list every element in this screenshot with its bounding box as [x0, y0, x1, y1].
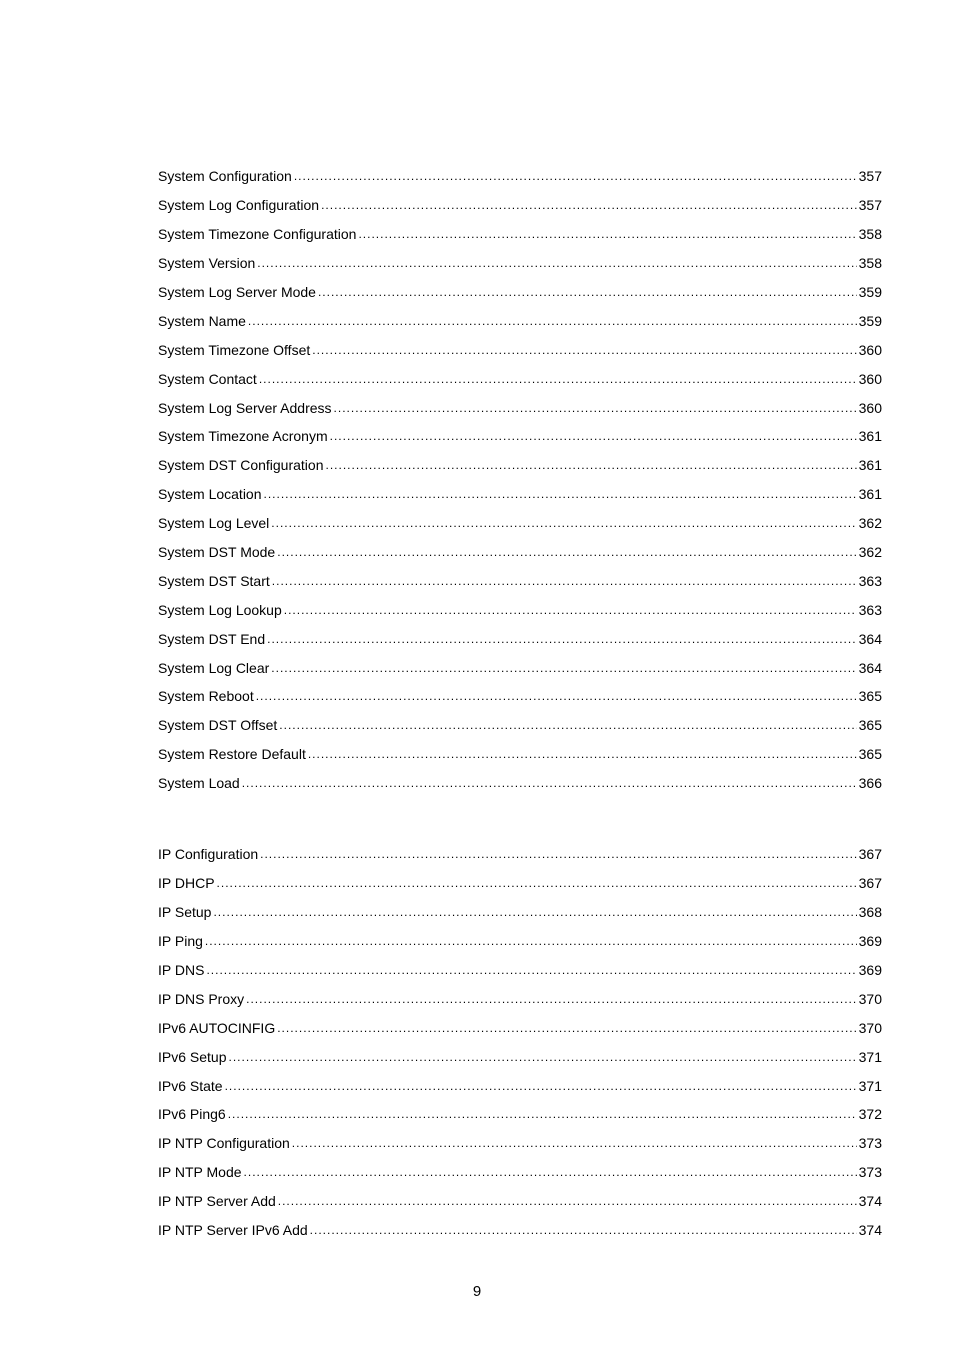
toc-dot-leader [321, 197, 857, 213]
toc-entry-page: 357 [858, 168, 882, 185]
toc-dot-leader [334, 400, 857, 416]
toc-dot-leader [206, 962, 856, 978]
toc-dot-leader [277, 544, 856, 560]
toc-entry-page: 363 [858, 572, 882, 589]
toc-entry-page: 371 [858, 1077, 882, 1094]
toc-entry-title: IPv6 Setup [158, 1048, 227, 1065]
toc-entry-page: 365 [858, 717, 882, 734]
toc-dot-leader [213, 904, 856, 920]
toc-entry[interactable] [158, 364, 882, 393]
toc-entry-title: System Timezone Offset [158, 341, 311, 358]
toc-entry-title: System DST Mode [158, 544, 276, 561]
toc-entry-page: 362 [858, 515, 882, 532]
toc-entry-page: 370 [858, 990, 882, 1007]
toc-dot-leader [260, 846, 857, 862]
toc-entry-title: IP NTP Server IPv6 Add [158, 1222, 308, 1239]
toc-entry-page: 358 [858, 255, 882, 272]
toc-dot-leader [308, 746, 857, 762]
toc-entry-page: 359 [858, 284, 882, 300]
toc-entry[interactable] [158, 740, 882, 769]
toc-entry[interactable] [158, 393, 882, 422]
toc-entry-page: 364 [858, 659, 882, 676]
toc-dot-leader [284, 602, 857, 618]
toc-dot-leader [257, 255, 856, 271]
toc-entry-title: IP DHCP [158, 875, 215, 892]
toc-dot-leader [228, 1106, 857, 1122]
toc-entry[interactable] [158, 220, 882, 249]
toc-entry-title: IP Ping [158, 933, 203, 950]
toc-entry[interactable] [158, 1216, 882, 1245]
toc-entry-title: System DST Offset [158, 717, 278, 734]
toc-entry-title: IP NTP Server Add [158, 1193, 276, 1210]
toc-entry-title: IP DNS Proxy [158, 990, 245, 1007]
toc-entry-page: 359 [858, 312, 882, 329]
toc-entry-page: 362 [858, 544, 882, 561]
toc-entry-title: System Timezone Acronym [158, 428, 328, 445]
toc-entry-page: 365 [858, 688, 882, 705]
toc-entry[interactable] [158, 306, 882, 335]
toc-entry[interactable] [158, 1158, 882, 1187]
toc-dot-leader [217, 875, 857, 891]
toc-entry-title: System Name [158, 312, 246, 329]
toc-entry-page: 364 [858, 630, 882, 647]
toc-section-system [158, 162, 882, 798]
toc-dot-leader [279, 717, 856, 733]
toc-entry-page: 366 [858, 775, 882, 792]
toc-entry-page: 365 [858, 746, 882, 763]
toc-entry-title: System Timezone Configuration [158, 226, 357, 243]
toc-entry[interactable] [158, 624, 882, 653]
toc-dot-leader [256, 688, 857, 704]
toc-dot-leader [325, 457, 856, 473]
toc-entry-title: IPv6 State [158, 1077, 223, 1094]
toc-section-ip [158, 840, 882, 1244]
toc-entry-page: 357 [858, 197, 882, 214]
toc-entry-page: 361 [858, 457, 882, 474]
toc-entry-title: System Log Configuration [158, 197, 320, 214]
toc-entry[interactable] [158, 249, 882, 278]
toc-entry-title: IP DNS [158, 962, 205, 978]
toc-dot-leader [264, 486, 857, 502]
toc-entry-title: System Restore Default [158, 746, 306, 763]
toc-dot-leader [244, 1164, 857, 1180]
toc-entry[interactable] [158, 711, 882, 740]
toc-dot-leader [271, 660, 856, 676]
toc-entry-page: 360 [858, 341, 882, 358]
toc-entry-page: 367 [858, 846, 882, 863]
toc-entry[interactable] [158, 1042, 882, 1071]
toc-entry-title: System Log Lookup [158, 601, 282, 618]
toc-entry-title: IP Setup [158, 904, 212, 921]
toc-entry-page: 360 [858, 370, 882, 387]
toc-entry-page: 368 [858, 904, 882, 921]
toc-entry[interactable] [158, 335, 882, 364]
toc-entry-title: System Log Server Address [158, 399, 332, 416]
toc-entry[interactable] [158, 162, 882, 191]
toc-dot-leader [277, 1020, 856, 1036]
toc-entry-title: System Log Server Mode [158, 284, 316, 300]
toc-entry-title: System Contact [158, 370, 257, 387]
toc-dot-leader [246, 991, 857, 1007]
toc-dot-leader [330, 428, 857, 444]
toc-entry[interactable] [158, 653, 882, 682]
toc-entry[interactable] [158, 682, 882, 711]
toc-entry[interactable] [158, 869, 882, 898]
toc-dot-leader [205, 933, 857, 949]
toc-entry-title: System Log Level [158, 515, 270, 532]
toc-entry-page: 374 [858, 1222, 882, 1239]
toc-dot-leader [267, 631, 857, 647]
toc-entry[interactable] [158, 1100, 882, 1129]
toc-entry-title: System Configuration [158, 168, 292, 185]
toc-entry-title: System Version [158, 255, 256, 272]
toc-entry-page: 360 [858, 399, 882, 416]
toc-entry-title: IPv6 AUTOCINFIG [158, 1019, 276, 1036]
toc-dot-leader [310, 1222, 857, 1238]
toc-dot-leader [358, 226, 856, 242]
toc-entry-page: 358 [858, 226, 882, 243]
toc-entry-title: System Reboot [158, 688, 254, 705]
toc-entry-page: 361 [858, 486, 882, 503]
toc-dot-leader [259, 371, 857, 387]
toc-dot-leader [278, 1193, 857, 1209]
toc-entry-title: System DST End [158, 630, 266, 647]
toc-entry-page: 361 [858, 428, 882, 445]
toc-entry[interactable] [158, 927, 882, 956]
toc-entry[interactable] [158, 451, 882, 480]
toc-entry[interactable] [158, 191, 882, 220]
toc-entry[interactable] [158, 956, 882, 985]
toc-entry-page: 371 [858, 1048, 882, 1065]
toc-entry-title: IP Configuration [158, 846, 259, 863]
toc-entry-page: 369 [858, 962, 882, 978]
toc-entry-page: 367 [858, 875, 882, 892]
toc-entry[interactable] [158, 509, 882, 538]
toc-entry-title: System Load [158, 775, 240, 792]
toc-entry[interactable] [158, 480, 882, 509]
toc-entry-title: System Location [158, 486, 262, 503]
toc-entry[interactable] [158, 984, 882, 1013]
toc-entry[interactable] [158, 1129, 882, 1158]
toc-dot-leader [248, 313, 857, 329]
toc-entry[interactable] [158, 566, 882, 595]
toc-entry[interactable] [158, 538, 882, 567]
toc-dot-leader [292, 1135, 857, 1151]
toc-entry[interactable] [158, 769, 882, 798]
toc-entry-page: 363 [858, 601, 882, 618]
toc-dot-leader [225, 1078, 857, 1094]
toc-entry-page: 370 [858, 1019, 882, 1036]
toc-dot-leader [294, 168, 857, 184]
toc-dot-leader [242, 775, 857, 791]
toc-entry-title: IP NTP Mode [158, 1164, 242, 1181]
toc-dot-leader [312, 342, 856, 358]
toc-entry[interactable] [158, 898, 882, 927]
toc-dot-leader [271, 515, 856, 531]
toc-dot-leader [318, 284, 857, 300]
toc-entry[interactable] [158, 595, 882, 624]
toc-entry-page: 374 [858, 1193, 882, 1210]
toc-entry-title: IP NTP Configuration [158, 1135, 290, 1152]
toc-dot-leader [272, 573, 857, 589]
toc-entry[interactable] [158, 1187, 882, 1216]
toc-entry[interactable] [158, 278, 882, 307]
toc-entry-title: System DST Start [158, 572, 270, 589]
toc-entry-title: System Log Clear [158, 659, 270, 676]
toc-entry[interactable] [158, 1013, 882, 1042]
toc-entry-page: 369 [858, 933, 882, 950]
toc-dot-leader [229, 1049, 857, 1065]
toc-entry[interactable] [158, 422, 882, 451]
toc-entry-page: 373 [858, 1164, 882, 1181]
page-number: 9 [472, 1283, 482, 1300]
toc-entry[interactable] [158, 840, 882, 869]
toc-entry[interactable] [158, 1071, 882, 1100]
toc-entry-title: IPv6 Ping6 [158, 1106, 226, 1123]
toc-entry-page: 373 [858, 1135, 882, 1152]
toc-entry-page: 372 [858, 1106, 882, 1123]
toc-entry-title: System DST Configuration [158, 457, 324, 474]
